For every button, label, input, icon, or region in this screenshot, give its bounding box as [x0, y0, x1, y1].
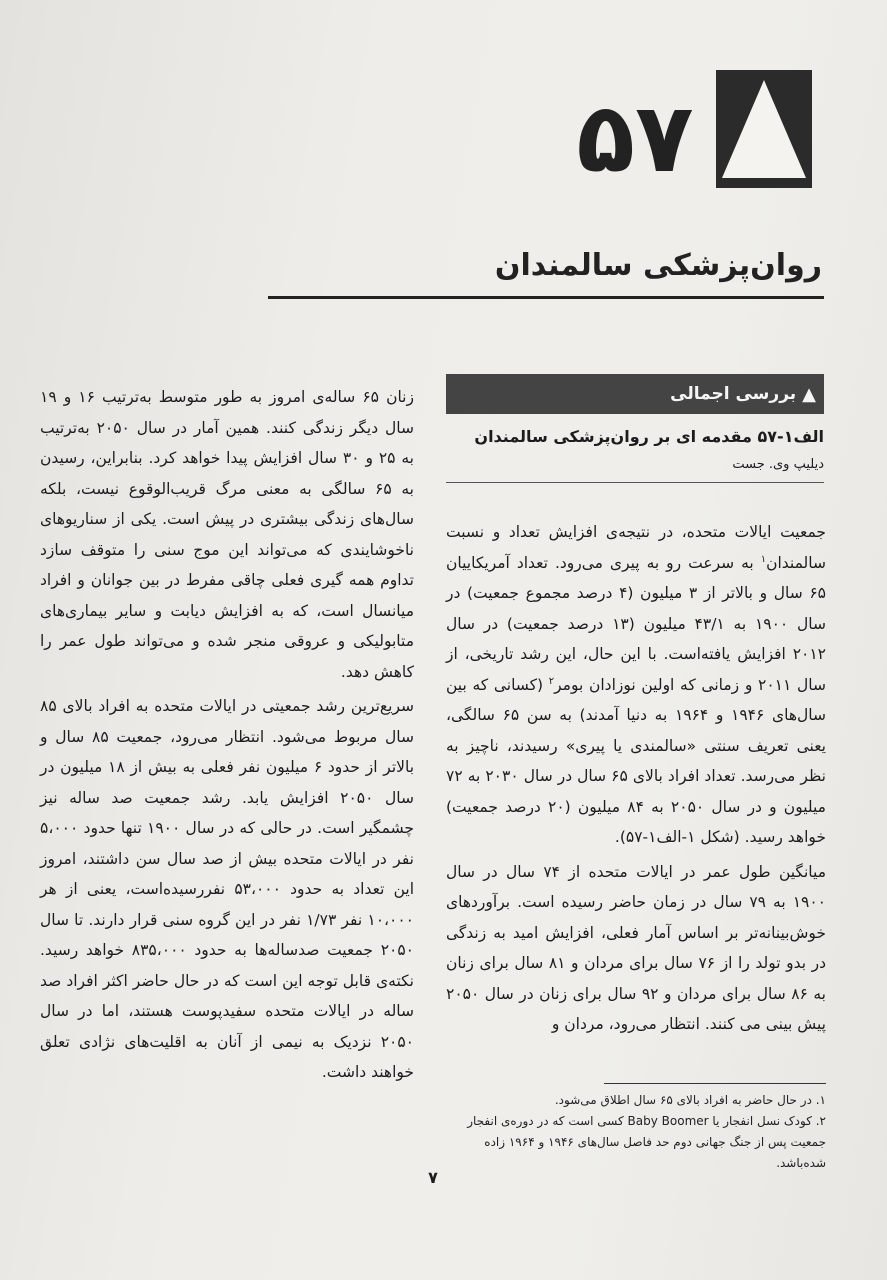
- footnote: ۲. کودک نسل انفجار یا Baby Boomer کسی است که در دوره‌ی انفجار جمعیت پس از جنگ جهانی دوم حد فاصل سال‌های ۱۹۴۶ و ۱۹۶۴ زاده شده‌باشد.: [467, 1114, 826, 1170]
- footnotes: [446, 1090, 826, 1174]
- page-number: ۷: [428, 1168, 438, 1187]
- paragraph: سریع‌ترین رشد جمعیتی در ایالات متحده به افراد بالای ۸۵ سال مربوط می‌شود. انتظار می‌رود، جمعیت ۸۵ سال و بالاتر از حدود ۶ میلیون نفر فعلی به بیش از ۱۸ میلیون در سال ۲۰۵۰ افزایش یابد. رشد جمعیت صد ساله نیز چشمگیر است. در حالی که در سال ۱۹۰۰ تنها حدود ۵،۰۰۰ نفر در ایالات متحده بیش از صد سال سن داشتند، امروز این تعداد به حدود ۵۳،۰۰۰ نفررسیده‌است، یعنی از هر ۱۰،۰۰۰ نفر ۱/۷۳ نفر در این گروه سنی قرار دارند. تا سال ۲۰۵۰ جمعیت صدساله‌ها به حدود ۸۳۵،۰۰۰ خواهد رسید. نکته‌ی قابل توجه این است که در حال حاضر اکثر افراد صد ساله در ایالات متحده سفیدپوست هستند، اما در سال ۲۰۵۰ نزدیک به نیمی از آنان به اقلیت‌های نژادی تعلق خواهند داشت.: [40, 697, 415, 1081]
- footnote: ۱. در حال حاضر به افراد بالای ۶۵ سال اطلاق می‌شود.: [554, 1093, 826, 1107]
- text-run: جمعیت ایالات متحده، در نتیجه‌ی افزایش تعداد و نسبت سالمندان: [446, 523, 826, 572]
- right-column: [446, 517, 826, 1044]
- text-run: به سرعت رو به پیری می‌رود. تعداد آمریکاییان ۶۵ سال و بالاتر از ۳ میلیون (۴ درصد مجموع جمعیت) در سال ۱۹۰۰ به ۴۳/۱ میلیون (۱۳ درصد جمعیت) در سال ۲۰۱۲ افزایش یافته‌است. با این حال، این رشد تاریخی، از سال ۲۰۱۱ و زمانی که اولین نوزادان بومر: [446, 553, 826, 694]
- text-run: (کسانی که بین سال‌های ۱۹۴۶ و ۱۹۶۴ به دنیا آمدند) به سن ۶۵ سالگی، یعنی تعریف سنتی «سالمندی یا پیری» رسیدند، ناچیز به نظر می‌رسد. تعداد افراد بالای ۶۵ سال در سال ۲۰۳۰ به ۷۲ میلیون و در سال ۲۰۵۰ به ۸۴ میلیون (۲۰ درصد جمعیت) خواهد رسید. (شکل ۱-الف‌۱-۵۷).: [446, 675, 826, 846]
- left-column: [40, 382, 414, 1092]
- footnote-rule: [604, 1083, 826, 1084]
- chapter-triangle-icon: [716, 70, 812, 188]
- chapter-number: ۵۷: [576, 82, 694, 194]
- paragraph: میانگین طول عمر در ایالات متحده از ۷۴ سال در سال ۱۹۰۰ به ۷۹ سال در زمان حاضر رسیده است. برآوردهای خوش‌بینانه‌تر بر اساس آمار فعلی، افزایش امید به زندگی در بدو تولد را از ۷۶ سال برای مردان و ۸۱ سال برای زنان به ۸۶ سال برای مردان و ۹۲ سال برای زنان در سال ۲۰۵۰ پیش بینی می کنند. انتظار می‌رود، مردان و: [446, 862, 826, 1033]
- section-label: بررسی اجمالی: [670, 384, 797, 404]
- paragraph: زنان ۶۵ ساله‌ی امروز به طور متوسط به‌ترتیب ۱۶ و ۱۹ سال دیگر زندگی کنند. همین آمار در سال ۲۰۵۰ به‌ترتیب به ۲۵ و ۳۰ سال افزایش پیدا خواهد کرد. بنابراین، رسیدن به ۶۵ سالگی به معنی مرگ قریب‌الوقوع نیست، بلکه سال‌های زندگی بیشتری در پیش است. یکی از سناریوهای ناخوشایندی که می‌تواند این موج سنی را متوقف سازد تداوم همه گیری فعلی چاقی مفرط در بین جوانان و افراد میانسال است، که به افزایش دیابت و سایر بیماری‌های متابولیکی و عروقی منجر شده و می‌تواند طول عمر را کاهش دهد.: [40, 388, 414, 681]
- author-name: دیلیپ وی. جست: [732, 457, 824, 472]
- paragraph: [446, 517, 826, 853]
- footnote-marker: ۱: [760, 553, 767, 565]
- author-rule: [446, 482, 824, 483]
- section-header: [446, 374, 824, 414]
- footnote-marker: ۲: [548, 675, 555, 687]
- title-rule: [268, 296, 824, 299]
- section-subheading: الف‌۱-۵۷ مقدمه ای بر روان‌پزشکی سالمندان: [474, 427, 824, 446]
- section-triangle-icon: ▲: [802, 383, 816, 405]
- chapter-title: روان‌پزشکی سالمندان: [494, 248, 822, 283]
